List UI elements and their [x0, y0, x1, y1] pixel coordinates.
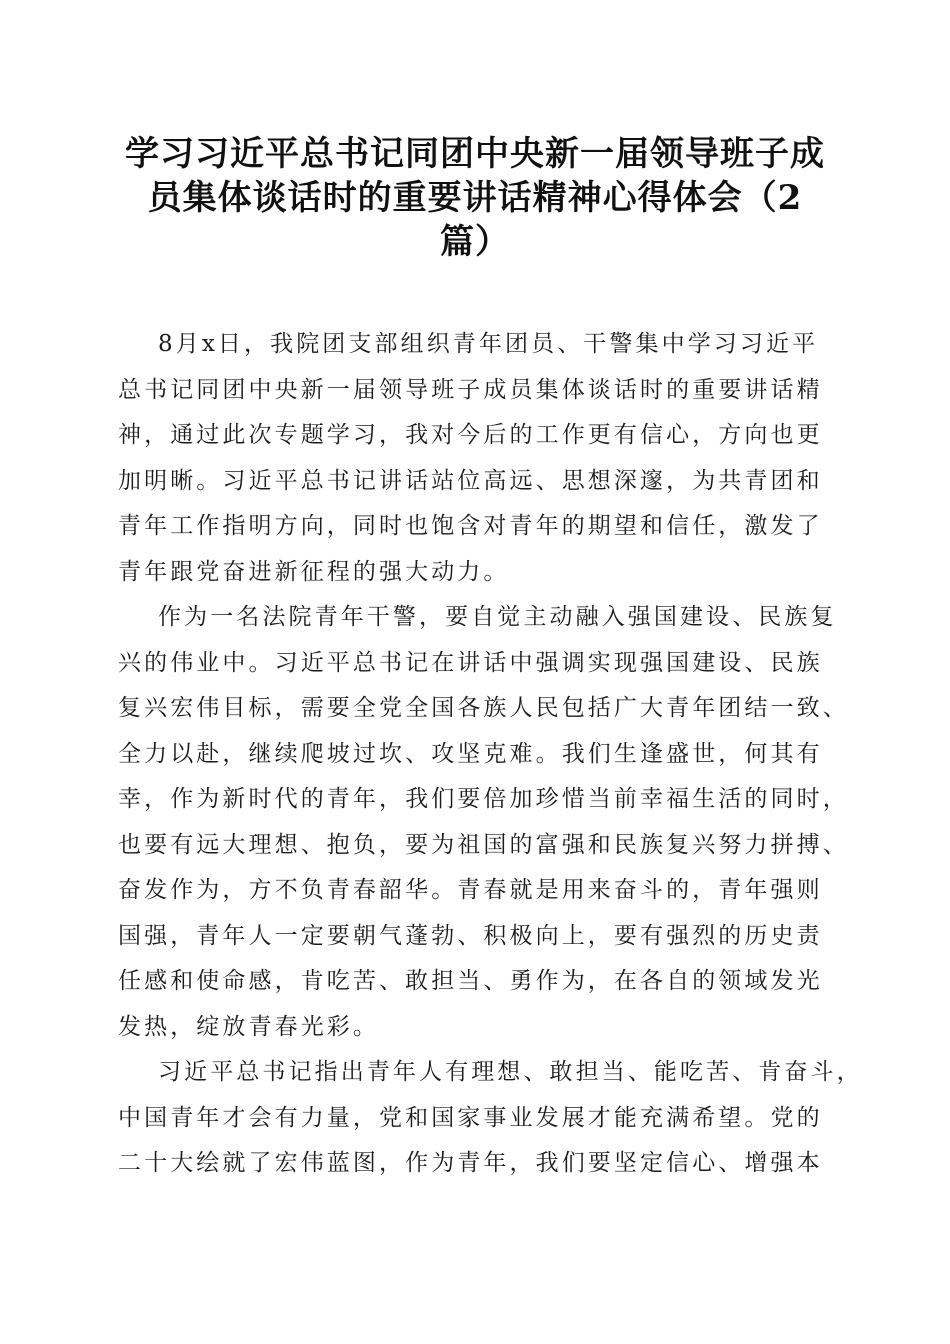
paragraph-line: 发热，绽放青春光彩。 [118, 1013, 379, 1040]
paragraph-line: 神，通过此次专题学习，我对今后的工作更有信心，方向也更 [118, 422, 823, 448]
document-body [118, 322, 863, 1187]
paragraph-line: 幸，作为新时代的青年，我们要倍加珍惜当前幸福生活的同时， [118, 786, 849, 812]
paragraph-line: 青年工作指明方向，同时也饱含对青年的期望和信任，激发了 [118, 513, 823, 539]
paragraph-line: 8月x日，我院团支部组织青年团员、干警集中学习习近平 [158, 331, 819, 357]
paragraph-line: 复兴宏伟目标，需要全党全国各族人民包括广大青年团结一致、 [118, 695, 849, 721]
paragraph-line: 也要有远大理想、抱负，要为祖国的富强和民族复兴努力拼搏、 [118, 831, 849, 858]
title-line: 学习习近平总书记同团中央新一届领导班子成 [125, 134, 825, 174]
paragraph-line: 兴的伟业中。习近平总书记在讲话中强调实现强国建设、民族 [118, 649, 823, 676]
paragraph-1 [118, 322, 833, 595]
document-title [110, 132, 840, 264]
paragraph-line: 习近平总书记指出青年人有理想、敢担当、能吃苦、肯奋斗， [158, 1059, 863, 1085]
paragraph-line: 作为一名法院青年干警，要自觉主动融入强国建设、民族复 [158, 604, 837, 630]
paragraph-2 [118, 595, 849, 1050]
paragraph-line: 奋发作为，方不负青春韶华。青春就是用来奋斗的，青年强则 [118, 877, 823, 903]
paragraph-line: 总书记同团中央新一届领导班子成员集体谈话时的重要讲话精 [118, 376, 823, 403]
paragraph-line: 二十大绘就了宏伟蓝图，作为青年，我们要坚定信心、增强本 [118, 1150, 823, 1176]
paragraph-3 [118, 1050, 863, 1187]
paragraph-line: 任感和使命感，肯吃苦、敢担当、勇作为，在各自的领域发光 [118, 968, 823, 994]
title-line: 员集体谈话时的重要讲话精神心得体会（2 [147, 178, 803, 218]
paragraph-line: 中国青年才会有力量，党和国家事业发展才能充满希望。党的 [118, 1104, 823, 1131]
paragraph-line: 全力以赴，继续爬坡过坎、攻坚克难。我们生逢盛世，何其有 [118, 740, 823, 767]
paragraph-line: 加明晰。习近平总书记讲话站位高远、思想深邃，为共青团和 [118, 467, 823, 494]
paragraph-line: 青年跟党奋进新征程的强大动力。 [118, 558, 510, 585]
paragraph-line: 国强，青年人一定要朝气蓬勃、积极向上，要有强烈的历史责 [118, 922, 823, 949]
title-line: 篇） [440, 222, 510, 262]
